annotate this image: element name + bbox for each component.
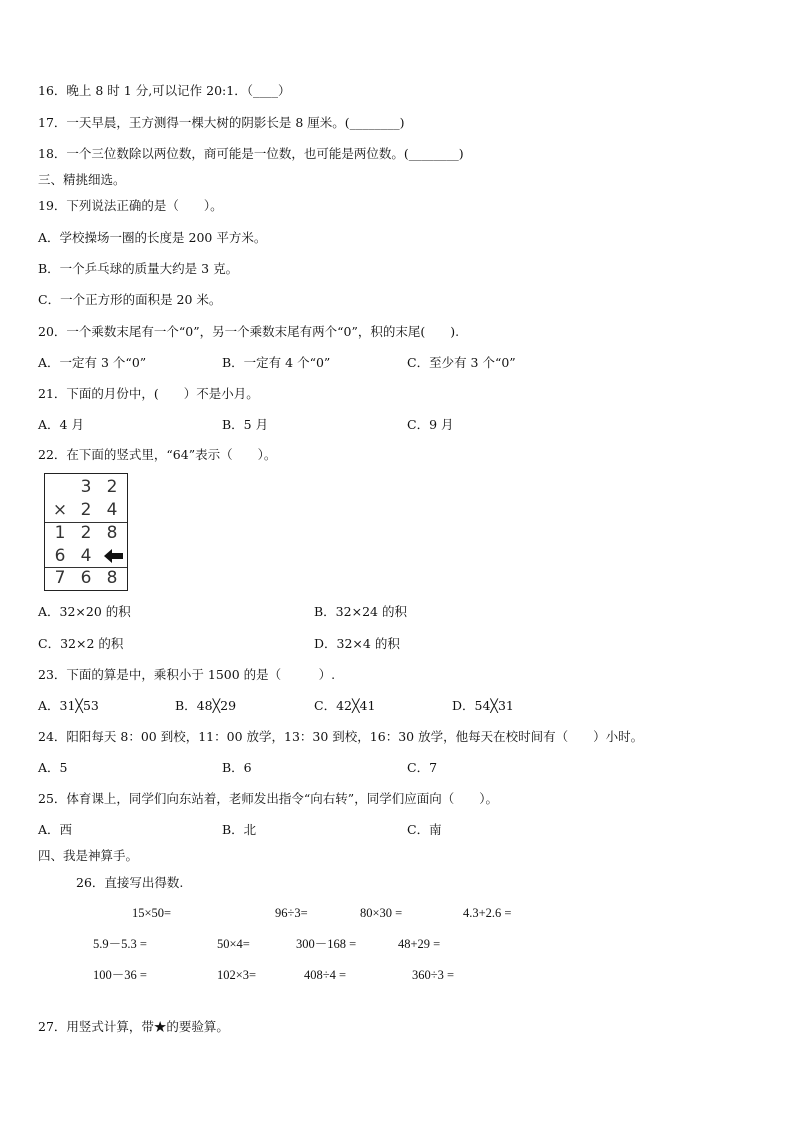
question-16: 16．晚上 8 时 1 分,可以记作 20:1．（____） — [38, 83, 291, 98]
question-21-stem: 21．下面的月份中，( ）不是小月。 — [38, 386, 259, 401]
calc-item: 80×30 = — [360, 906, 403, 920]
question-24-option-a: A．5 — [38, 760, 68, 775]
question-19-option-b: B．一个乒乓球的质量大约是 3 克。 — [38, 261, 239, 276]
question-23-option-d: D．54╳31 — [452, 698, 514, 713]
left-arrow-icon — [104, 549, 124, 563]
question-24-option-b: B．6 — [222, 760, 252, 775]
vertical-row-3 — [45, 522, 127, 545]
vertical-digit: 7 — [54, 568, 66, 588]
question-22-option-c: C．32×2 的积 — [38, 636, 124, 651]
calc-item: 4.3+2.6 = — [463, 906, 512, 920]
calc-item: 100－36 = — [93, 968, 147, 982]
vertical-row-2 — [45, 499, 127, 522]
section-4-heading: 四、我是神算手。 — [38, 848, 139, 863]
question-26-stem: 26．直接写出得数. — [76, 875, 184, 890]
vertical-digit: 6 — [80, 568, 92, 588]
vertical-digit: 3 — [80, 477, 92, 497]
vertical-digit: 1 — [54, 523, 66, 543]
calc-item: 96÷3= — [275, 906, 308, 920]
calc-item: 5.9－5.3 = — [93, 937, 147, 951]
question-24-option-c: C．7 — [407, 760, 438, 775]
question-22-option-b: B．32×24 的积 — [314, 604, 407, 619]
question-22-option-d: D．32×4 的积 — [314, 636, 400, 651]
calc-item: 50×4= — [217, 937, 250, 951]
question-24-stem: 24．阳阳每天 8：00 到校，11：00 放学，13：30 到校，16：30 放学，他每天在校时间有（ ）小时。 — [38, 729, 644, 744]
question-25-option-a: A．西 — [38, 822, 73, 837]
calc-item: 408÷4 = — [304, 968, 347, 982]
vertical-digit: 2 — [80, 523, 92, 543]
vertical-multiplication-figure — [44, 473, 128, 591]
calc-item: 360÷3 = — [412, 968, 455, 982]
question-23-option-a: A．31╳53 — [38, 698, 99, 713]
question-17: 17．一天早晨，王方测得一棵大树的阴影长是 8 厘米。(________) — [38, 115, 405, 130]
vertical-digit: 4 — [106, 500, 118, 520]
question-25-stem: 25．体育课上，同学们向东站着，老师发出指令“向右转”，同学们应面向（ ）。 — [38, 791, 498, 806]
calc-item: 300－168 = — [296, 937, 357, 951]
question-21-option-b: B．5 月 — [222, 417, 269, 432]
question-18: 18．一个三位数除以两位数，商可能是一位数，也可能是两位数。(________) — [38, 146, 464, 161]
question-19-option-c: C．一个正方形的面积是 20 米。 — [38, 292, 222, 307]
question-23-stem: 23．下面的算是中，乘积小于 1500 的是（ ）. — [38, 667, 336, 682]
vertical-digit: 2 — [80, 500, 92, 520]
question-20-stem: 20．一个乘数末尾有一个“0”，另一个乘数末尾有两个“0”，积的末尾( ). — [38, 324, 460, 339]
question-20-option-c: C．至少有 3 个“0” — [407, 355, 516, 370]
vertical-digit: 2 — [106, 477, 118, 497]
question-25-option-c: C．南 — [407, 822, 442, 837]
vertical-digit: 8 — [106, 568, 118, 588]
vertical-digit: 6 — [54, 546, 66, 566]
question-23-option-b: B．48╳29 — [175, 698, 237, 713]
multiply-sign: × — [52, 500, 68, 520]
vertical-row-1 — [45, 476, 127, 499]
calc-item: 15×50= — [132, 906, 172, 920]
vertical-digit: 8 — [106, 523, 118, 543]
vertical-digit: 4 — [80, 546, 92, 566]
question-22-stem: 22．在下面的竖式里，“64”表示（ ）。 — [38, 447, 277, 462]
question-27-stem: 27．用竖式计算，带★的要验算。 — [38, 1019, 229, 1034]
calc-item: 48+29 = — [398, 937, 441, 951]
question-25-option-b: B．北 — [222, 822, 257, 837]
question-20-option-a: A．一定有 3 个“0” — [38, 355, 147, 370]
question-19-stem: 19．下列说法正确的是（ ）。 — [38, 198, 223, 213]
vertical-row-5 — [45, 567, 127, 590]
question-23-option-c: C．42╳41 — [314, 698, 376, 713]
section-3-heading: 三、精挑细选。 — [38, 172, 126, 187]
question-21-option-a: A．4 月 — [38, 417, 84, 432]
question-19-option-a: A．学校操场一圈的长度是 200 平方米。 — [38, 230, 267, 245]
question-21-option-c: C．9 月 — [407, 417, 454, 432]
calc-item: 102×3= — [217, 968, 257, 982]
question-20-option-b: B．一定有 4 个“0” — [222, 355, 331, 370]
question-22-option-a: A．32×20 的积 — [38, 604, 131, 619]
